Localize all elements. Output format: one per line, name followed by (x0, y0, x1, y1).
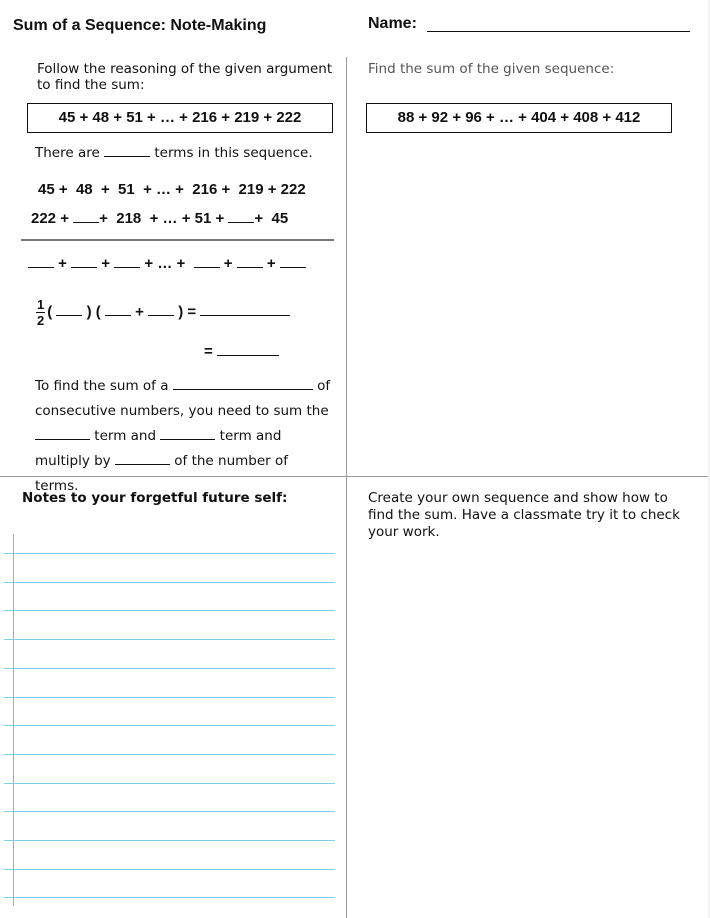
page-title: Sum of a Sequence: Note-Making (13, 17, 267, 34)
reverse-blank-2[interactable] (228, 210, 254, 223)
forward-sequence-row: 45 + 48 + 51 + … + 216 + 219 + 222 (38, 181, 306, 198)
ruled-line (4, 754, 335, 755)
name-field[interactable] (427, 31, 690, 32)
pair-blank-1[interactable] (28, 255, 54, 268)
rule-line-2: consecutive numbers, you need to sum the (35, 403, 329, 419)
rule-line-3 (35, 424, 335, 449)
paren: ) (86, 303, 92, 321)
ruled-line (4, 783, 335, 784)
plus: + (223, 255, 233, 272)
pair-blank-5[interactable] (237, 255, 263, 268)
reverse-sequence-row (31, 210, 288, 227)
plus: + (135, 303, 144, 321)
text: of the number of terms. (35, 453, 289, 494)
formula-blank-n[interactable] (56, 303, 82, 316)
formula-result-blank[interactable] (200, 303, 290, 316)
formula-blank-last[interactable] (148, 303, 174, 316)
name-label: Name: (368, 15, 417, 32)
plus: + (58, 255, 67, 272)
half-formula-row (36, 298, 290, 327)
paren: ) (178, 303, 184, 321)
fraction-denominator: 2 (37, 313, 45, 328)
ruled-line (4, 668, 335, 669)
ruled-line (4, 553, 335, 554)
ruled-line (4, 697, 335, 698)
text: To find the sum of a (35, 378, 169, 394)
sum-line (21, 239, 334, 241)
formula-blank-first[interactable] (105, 303, 131, 316)
left-instruction: Follow the reasoning of the given argument to find the sum: (37, 61, 333, 93)
reverse-mid: + 218 + … + 51 + (99, 210, 225, 227)
rule-blank-fraction[interactable] (115, 452, 170, 465)
ruled-line (4, 869, 335, 870)
reverse-start: 222 + (31, 210, 69, 227)
text: term and (94, 428, 157, 444)
fraction-numerator: 1 (37, 297, 45, 312)
paren: ( (95, 303, 101, 321)
plus: + (101, 255, 111, 272)
vertical-divider (346, 57, 347, 918)
pair-blank-6[interactable] (280, 255, 306, 268)
final-answer-blank[interactable] (217, 343, 279, 356)
right-instruction: Find the sum of the given sequence: (368, 61, 615, 77)
paren: ( (47, 303, 53, 321)
pair-blank-3[interactable] (114, 255, 140, 268)
ruled-line (4, 610, 335, 611)
text: multiply by (35, 453, 111, 469)
ellipsis: + … + (144, 255, 186, 272)
pair-sum-row (28, 255, 306, 272)
rule-line-1 (35, 374, 335, 399)
terms-count-blank[interactable] (104, 144, 150, 157)
rule-blank-last[interactable] (160, 427, 215, 440)
practice-sequence-box: 88 + 92 + 96 + … + 404 + 408 + 412 (366, 103, 672, 133)
reverse-end: + 45 (254, 210, 289, 227)
create-sequence-prompt: Create your own sequence and show how to find the sum. Have a classmate try it to check your work. (368, 490, 680, 540)
pair-blank-2[interactable] (71, 255, 97, 268)
plus: + (266, 255, 276, 272)
pair-blank-4[interactable] (194, 255, 220, 268)
rule-blank-first[interactable] (35, 427, 90, 440)
terms-count-sentence (35, 144, 313, 161)
rule-paragraph (35, 374, 335, 499)
ruled-line (4, 639, 335, 640)
final-answer-row (204, 343, 279, 360)
ruled-line (4, 582, 335, 583)
text: term and (219, 428, 282, 444)
ruled-line (4, 840, 335, 841)
notes-margin-line (13, 534, 14, 906)
terms-prefix: There are (35, 145, 100, 161)
ruled-line (4, 897, 335, 898)
rule-blank-type[interactable] (173, 377, 313, 390)
terms-suffix: terms in this sequence. (154, 145, 313, 161)
reverse-blank-1[interactable] (73, 210, 99, 223)
text: of (317, 378, 331, 394)
one-half-fraction (36, 298, 45, 327)
ruled-line (4, 811, 335, 812)
equals: = (204, 343, 213, 360)
notes-heading: Notes to your forgetful future self: (22, 490, 288, 506)
given-sequence-box: 45 + 48 + 51 + … + 216 + 219 + 222 (27, 103, 333, 133)
ruled-line (4, 725, 335, 726)
equals: = (187, 303, 197, 321)
